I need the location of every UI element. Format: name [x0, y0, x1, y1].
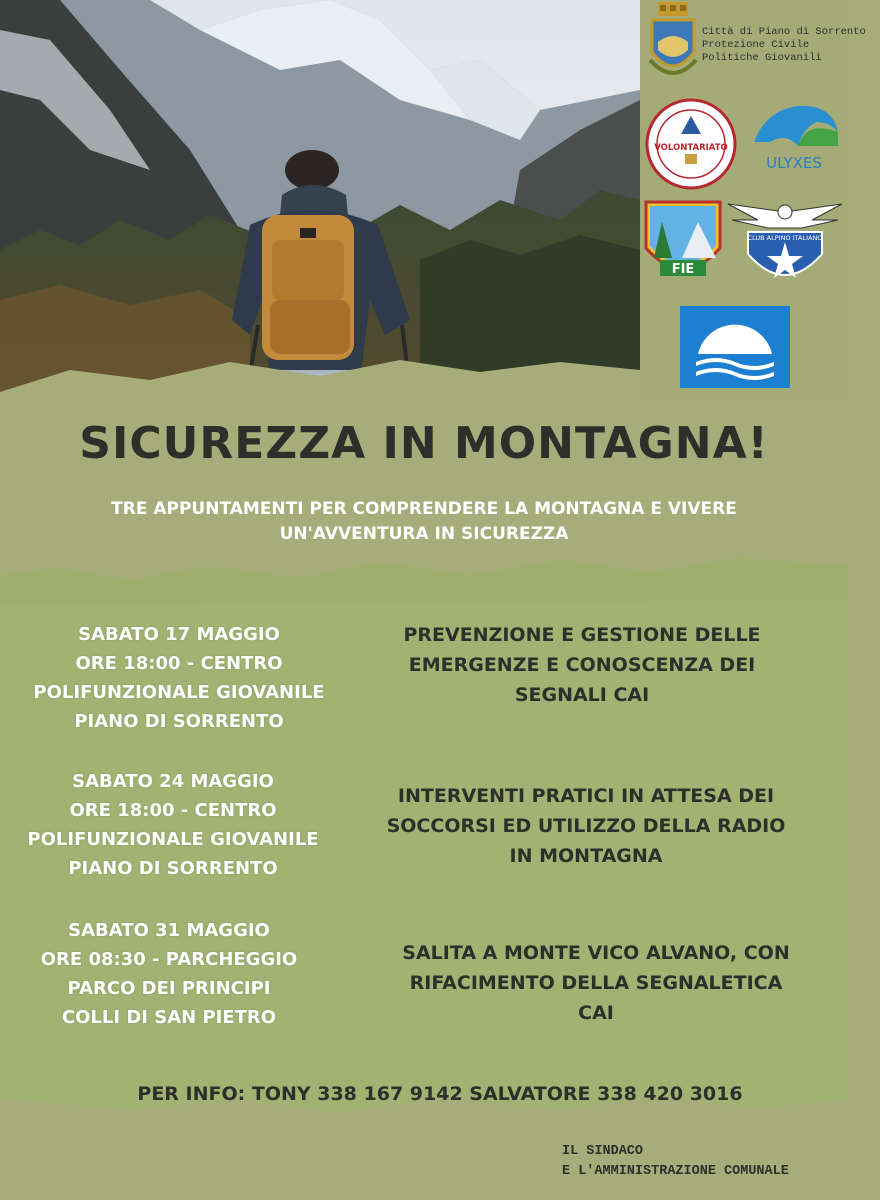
event-date-line: SABATO 24 MAGGIO — [72, 771, 274, 792]
event-desc-line: CAI — [578, 1002, 614, 1024]
event-date-line: SABATO 17 MAGGIO — [78, 624, 280, 645]
volontariato-label: VOLONTARIATO — [654, 143, 728, 153]
event-2-date — [8, 767, 338, 883]
subtitle-line: TRE APPUNTAMENTI PER COMPRENDERE LA MONTAGNA E VIVERE — [111, 499, 737, 519]
subtitle — [40, 497, 808, 547]
event-1-description — [352, 620, 812, 710]
event-desc-line: INTERVENTI PRATICI IN ATTESA DEI — [397, 785, 775, 807]
event-3-description — [366, 938, 826, 1028]
event-date-line: PIANO DI SORRENTO — [68, 858, 278, 879]
event-date-line: COLLI DI SAN PIETRO — [61, 1007, 277, 1028]
subtitle-line: UN'AVVENTURA IN SICUREZZA — [279, 524, 569, 544]
ulyxes-logo-icon — [746, 102, 842, 174]
event-date-line: SABATO 31 MAGGIO — [68, 920, 270, 941]
event-date-line: POLIFUNZIONALE GIOVANILE — [33, 682, 325, 703]
volontariato-logo-icon — [645, 98, 737, 190]
event-desc-line: RIFACIMENTO DELLA SEGNALETICA — [409, 972, 783, 994]
event-desc-line: SALITA A MONTE VICO ALVANO, CON — [402, 942, 790, 964]
org-line-youth-policies: Politiche Giovanili — [702, 52, 822, 64]
event-desc-line: EMERGENZE E CONOSCENZA DEI — [408, 654, 756, 676]
organizer-text — [702, 26, 866, 65]
event-desc-line: SEGNALI CAI — [514, 684, 650, 706]
ulyxes-label: ULYXES — [766, 154, 822, 172]
event-date-line: POLIFUNZIONALE GIOVANILE — [27, 829, 319, 850]
event-desc-line: PREVENZIONE E GESTIONE DELLE — [403, 624, 761, 646]
org-line-city: Città di Piano di Sorrento — [702, 26, 866, 38]
hero-photo — [0, 0, 640, 440]
event-desc-line: IN MONTAGNA — [509, 845, 663, 867]
event-1-date — [14, 620, 344, 736]
cai-label: CLUB ALPINO ITALIANO — [747, 234, 823, 242]
fie-logo-icon — [642, 198, 724, 290]
blue-flag-icon — [680, 306, 790, 388]
signature-line: IL SINDACO — [562, 1144, 644, 1159]
event-date-line: PIANO DI SORRENTO — [74, 711, 284, 732]
event-3-date — [4, 916, 334, 1032]
page-title: SICUREZZA IN MONTAGNA! — [79, 418, 769, 469]
contact-info: PER INFO: TONY 338 167 9142 SALVATORE 338 420 3016 — [137, 1083, 743, 1105]
event-date-line: ORE 18:00 - CENTRO — [69, 800, 277, 821]
fie-label: FIE — [671, 262, 695, 277]
event-2-description — [356, 781, 816, 871]
cai-logo-icon — [728, 198, 842, 296]
event-desc-line: SOCCORSI ED UTILIZZO DELLA RADIO — [386, 815, 786, 837]
org-line-civil-protection: Protezione Civile — [702, 39, 810, 51]
event-date-line: ORE 18:00 - CENTRO — [75, 653, 283, 674]
signature — [562, 1142, 789, 1182]
town-crest-icon — [648, 2, 698, 86]
signature-line: E L'AMMINISTRAZIONE COMUNALE — [562, 1164, 789, 1179]
event-date-line: PARCO DEI PRINCIPI — [67, 978, 271, 999]
event-date-line: ORE 08:30 - PARCHEGGIO — [40, 949, 298, 970]
